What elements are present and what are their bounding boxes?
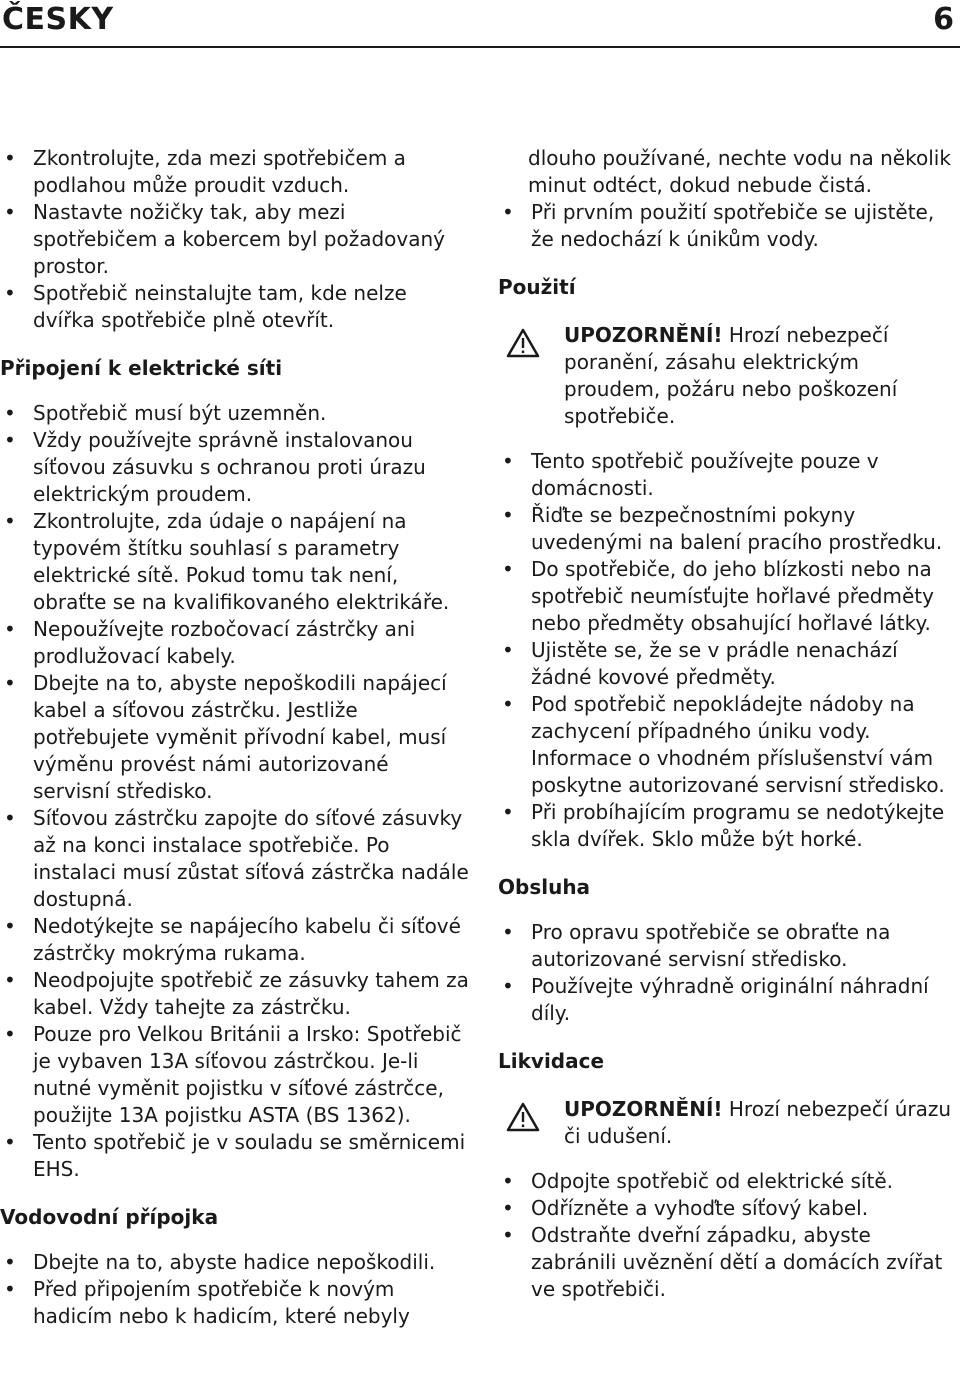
list-item: • Nastavte nožičky tak, aby mezi spotřebičem a kobercem byl požadovaný prostor. (0, 199, 470, 280)
right-column (498, 145, 958, 1303)
warning-text: Hrozí nebezpečí poranění, zásahu elektrickým proudem, požáru nebo poškození spotřebiče. (564, 323, 898, 428)
list-item: • Ujistěte se, že se v prádle nenachází žádné kovové předměty. (498, 637, 958, 691)
list-item: • Odpojte spotřebič od elektrické sítě. (498, 1168, 958, 1195)
list-item: • Dbejte na to, abyste hadice nepoškodili. (0, 1249, 470, 1276)
list-item: • Při prvním použití spotřebiče se ujistěte, že nedochází k únikům vody. (498, 199, 958, 253)
list-item: • Spotřebič musí být uzemněn. (0, 400, 470, 427)
list-item: • Pouze pro Velkou Británii a Irsko: Spotřebič je vybaven 13A síťovou zástrčkou. Je-li nutné vyměnit pojistku v síťové zástrčce, použijte 13A pojistku ASTA (BS 1362). (0, 1021, 470, 1129)
warning-label: UPOZORNĚNÍ! (564, 1097, 723, 1121)
list-item: • Zkontrolujte, zda mezi spotřebičem a podlahou může proudit vzduch. (0, 145, 470, 199)
list-item: • Pro opravu spotřebiče se obraťte na autorizované servisní středisko. (498, 919, 958, 973)
section-heading-water: Vodovodní přípojka (0, 1205, 219, 1229)
list-item: • Vždy používejte správně instalovanou síťovou zásuvku s ochranou proti úrazu elektrickým proudem. (0, 427, 470, 508)
list-item: • Dbejte na to, abyste nepoškodili napájecí kabel a síťovou zástrčku. Jestliže potřebujete vyměnit přívodní kabel, musí výměnu provést námi autorizované servisní středisko. (0, 670, 470, 805)
left-column (0, 145, 470, 1330)
disposal-warning (498, 1096, 958, 1150)
header-divider (0, 46, 960, 48)
water-continuation-text: dlouho používané, nechte vodu na několik minut odtéct, dokud nebude čistá. (528, 146, 951, 197)
warning-triangle-icon (506, 328, 540, 358)
section-heading-electrical: Připojení k elektrické síti (0, 356, 283, 380)
list-item: • Odstraňte dveřní západku, abyste zabránili uvěznění dětí a domácích zvířat ve spotřebiči. (498, 1222, 958, 1303)
list-item: • Řiďte se bezpečnostními pokyny uvedenými na balení pracího prostředku. (498, 502, 958, 556)
list-item: • Neodpojujte spotřebič ze zásuvky tahem za kabel. Vždy tahejte za zástrčku. (0, 967, 470, 1021)
list-item: • Při probíhajícím programu se nedotýkejte skla dvířek. Sklo může být horké. (498, 799, 958, 853)
use-list (498, 448, 958, 853)
warning-triangle-icon (506, 1102, 540, 1132)
disposal-list (498, 1168, 958, 1303)
section-heading-disposal: Likvidace (498, 1049, 605, 1073)
list-item: • Nedotýkejte se napájecího kabelu či síťové zástrčky mokrýma rukama. (0, 913, 470, 967)
list-item: • Před připojením spotřebiče k novým hadicím nebo k hadicím, které nebyly (0, 1276, 470, 1330)
page-header (0, 0, 960, 50)
language-title: ČESKY (2, 2, 114, 37)
list-item: • Používejte výhradně originální náhradní díly. (498, 973, 958, 1027)
use-warning (498, 322, 958, 430)
intro-list (0, 145, 470, 334)
list-item: • Nepoužívejte rozbočovací zástrčky ani prodlužovací kabely. (0, 616, 470, 670)
list-item: • Odřízněte a vyhoďte síťový kabel. (498, 1195, 958, 1222)
list-item: • Spotřebič neinstalujte tam, kde nelze dvířka spotřebiče plně otevřít. (0, 280, 470, 334)
list-item: • Síťovou zástrčku zapojte do síťové zásuvky až na konci instalace spotřebiče. Po instalaci musí zůstat síťová zástrčka nadále dostupná. (0, 805, 470, 913)
list-item: • Pod spotřebič nepokládejte nádoby na zachycení případného úniku vody. Informace o vhodném příslušenství vám poskytne autorizované servisní středisko. (498, 691, 958, 799)
water-list (0, 1249, 470, 1330)
care-list (498, 919, 958, 1027)
list-item: • Do spotřebiče, do jeho blízkosti nebo na spotřebič neumísťujte hořlavé předměty nebo předměty obsahující hořlavé látky. (498, 556, 958, 637)
list-item: • Zkontrolujte, zda údaje o napájení na typovém štítku souhlasí s parametry elektrické sítě. Pokud tomu tak není, obraťte se na kvalifikovaného elektrikáře. (0, 508, 470, 616)
water-list-continued (498, 199, 958, 253)
warning-text: Hrozí nebezpečí úrazu či udušení. (564, 1097, 952, 1148)
electrical-list (0, 400, 470, 1183)
page-number: 6 (933, 2, 954, 37)
warning-label: UPOZORNĚNÍ! (564, 323, 723, 347)
list-item: • Tento spotřebič používejte pouze v domácnosti. (498, 448, 958, 502)
section-heading-care: Obsluha (498, 875, 591, 899)
list-item: • Tento spotřebič je v souladu se směrnicemi EHS. (0, 1129, 470, 1183)
section-heading-use: Použití (498, 275, 576, 299)
